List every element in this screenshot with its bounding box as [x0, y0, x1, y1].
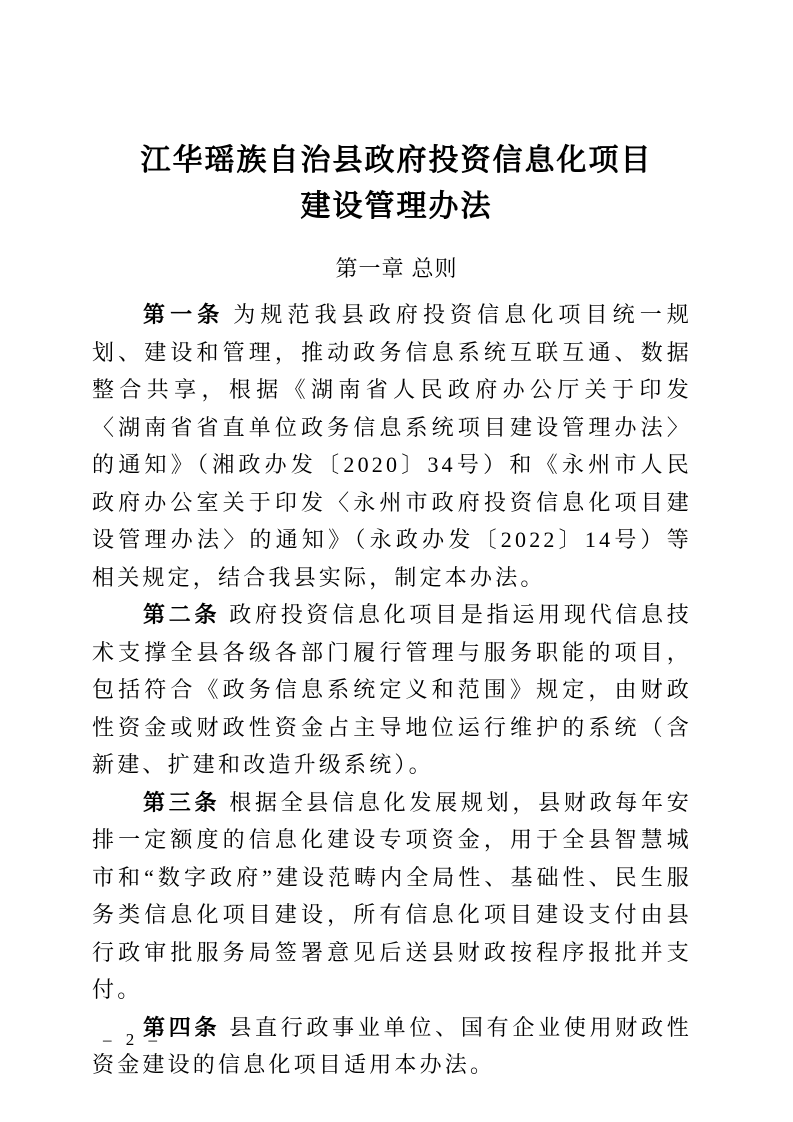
paragraph-label: 第一条	[143, 302, 225, 327]
paragraph-text: 政府投资信息化项目是指运用现代信息技术支撑全县各级各部门履行管理与服务职能的项目，包括符合《政务信息系统定义和范围》规定，由财政性资金或财政性资金占主导地位运行维护的系统（含新建、扩建和改造升级系统）。	[92, 602, 692, 777]
paragraph-label: 第二条	[143, 602, 221, 627]
document-body	[92, 296, 692, 1084]
paragraph-text: 县直行政事业单位、国有企业使用财政性资金建设的信息化项目适用本办法。	[92, 1014, 692, 1077]
document-title	[0, 0, 793, 230]
document-title-line1: 江华瑶族自治县政府投资信息化项目	[140, 144, 653, 177]
paragraph-label: 第三条	[143, 789, 221, 815]
page-number: – 2 –	[103, 1030, 162, 1049]
paragraph-article-2	[92, 596, 692, 784]
paragraph-article-4	[92, 1009, 692, 1084]
paragraph-text: 根据全县信息化发展规划，县财政每年安排一定额度的信息化建设专项资金，用于全县智慧城市和“数字政府”建设范畴内全局性、基础性、民生服务类信息化项目建设，所有信息化项目建设支付由县行政审批服务局签署意见后送县财政按程序报批并支付。	[92, 789, 692, 1002]
paragraph-article-1	[92, 296, 692, 596]
chapter-heading: 第一章 总则	[335, 256, 458, 281]
document-title-line2: 建设管理办法	[300, 190, 493, 223]
paragraph-label: 第四条	[143, 1014, 221, 1040]
paragraph-text: 为规范我县政府投资信息化项目统一规划、建设和管理，推动政务信息系统互联互通、数据整合共享，根据《湖南省人民政府办公厅关于印发〈湖南省省直单位政务信息系统项目建设管理办法〉的通知》（湘政办发〔2020〕34号）和《永州市人民政府办公室关于印发〈永州市政府投资信息化项目建设管理办法〉的通知》（永政办发〔2022〕14号）等相关规定，结合我县实际，制定本办法。	[92, 302, 693, 590]
paragraph-article-3	[92, 784, 692, 1009]
